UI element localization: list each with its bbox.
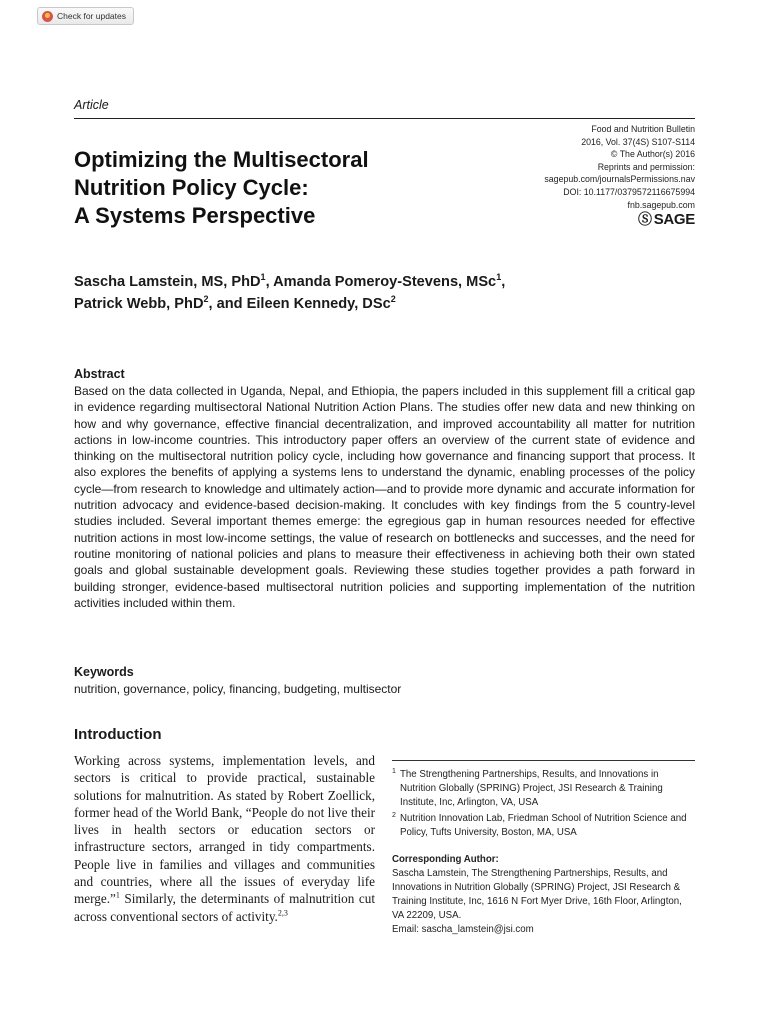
author-name: Patrick Webb, PhD: [74, 296, 204, 312]
author-line: [74, 271, 714, 293]
paper-title: [74, 146, 474, 230]
introduction-text: Working across systems, implementation levels, and sectors is critical to provide practical, sustainable solutions for malnutrition. As stated by Robert Zoellick, former head of the World Bank, “People do not live their lives in health sectors or education sectors or infrastructure sectors, arranged in tidy compartments. People live in families and villages and communities and countries, where all the issues of everyday life merge.”: [74, 753, 375, 907]
author-affiliation-ref: 2: [203, 294, 209, 305]
author-separator: ,: [265, 274, 274, 290]
introduction-text: Similarly, the determinants of malnutrition cut across conventional sectors of activity.: [74, 891, 375, 924]
author-name: Sascha Lamstein, MS, PhD: [74, 274, 261, 290]
author-name: Eileen Kennedy, DSc: [246, 296, 391, 312]
title-line: A Systems Perspective: [74, 203, 316, 228]
affiliation-item: [392, 812, 696, 840]
header-divider: [74, 118, 695, 119]
author-affiliation-ref: 1: [496, 272, 502, 283]
title-line: Optimizing the Multisectoral: [74, 147, 369, 172]
author-list: [74, 271, 714, 315]
author-separator: ,: [501, 274, 506, 290]
publisher-name: SAGE: [653, 210, 695, 228]
author-affiliation-ref: 2: [390, 294, 396, 305]
introduction-paragraph: [74, 752, 375, 925]
copyright-line: © The Author(s) 2016: [610, 149, 695, 160]
corresponding-author-email[interactable]: Email: sascha_lamstein@jsi.com: [392, 924, 534, 935]
affiliation-item: [392, 768, 696, 810]
author-name: Amanda Pomeroy-Stevens, MSc: [273, 274, 497, 290]
abstract-heading: Abstract: [74, 367, 125, 381]
crossmark-icon: [42, 11, 53, 22]
corresponding-author-address: Sascha Lamstein, The Strengthening Partnerships, Results, and Innovations in Nutrition Globally (SPRING) Project, JSI Research & Training Institute, Inc, 1616 N Fort Myer Drive, 16th Floor, Arlington, VA 22209, USA.: [392, 868, 682, 921]
doi-link[interactable]: DOI: 10.1177/0379572116675994: [563, 186, 695, 197]
permissions-link[interactable]: sagepub.com/journalsPermissions.nav: [544, 174, 695, 185]
citation-ref[interactable]: 2,3: [277, 908, 288, 918]
sage-logo: [638, 209, 695, 229]
journal-name: Food and Nutrition Bulletin: [591, 124, 695, 134]
keywords-heading: Keywords: [74, 665, 134, 679]
abstract-text: Based on the data collected in Uganda, Nepal, and Ethiopia, the papers included in this supplement fill a critical gap in evidence regarding multisectoral National Nutrition Action Plans. The studies offer new data and new thinking on how and why governance, effective financial decentralization, and improved accountability all matter for nutrition actions in low-income countries. This introductory paper offers an overview of the current state of evidence and thinking on the multisectoral nutrition policy cycle, including how governance and financing support that process. It also explores the benefits of applying a systems lens to understand the dynamic, enabling processes of the policy cycle—from research to knowledge and ultimately action—and to provide more dynamic and accurate information for nutrition advocacy and evidence-based decision-making. It concludes with key findings from the 5 country-level studies included. Several important themes emerge: the egregious gap in human resources needed for effective nutrition actions in most low-income settings, the value of research on bottlenecks and successes, and the need for routine monitoring of national policies and plans to measure their effectiveness in achieving both their own stated goals and global sustainable development goals. Reviewing these studies together provides a path forward in building stronger, evidence-based multisectoral nutrition policies and supporting implementation of the nutrition activities included within them.: [74, 384, 695, 610]
affiliation-number: 2: [392, 812, 396, 819]
introduction-heading: Introduction: [74, 726, 162, 743]
affiliations: [392, 768, 696, 842]
journal-info: [544, 123, 695, 211]
affiliation-number: 1: [392, 768, 396, 775]
affiliation-text: Nutrition Innovation Lab, Friedman School of Nutrition Science and Policy, Tufts University, Boston, MA, USA: [400, 813, 687, 838]
citation-ref[interactable]: 1: [115, 890, 120, 900]
check-for-updates-button[interactable]: [37, 7, 134, 25]
author-line: [74, 293, 714, 315]
sage-s-icon: Ⓢ: [637, 211, 652, 227]
keywords-text: nutrition, governance, policy, financing, budgeting, multisector: [74, 682, 402, 696]
corresponding-author-heading: Corresponding Author:: [392, 854, 499, 865]
author-affiliation-ref: 1: [260, 272, 266, 283]
journal-url-link[interactable]: fnb.sagepub.com: [627, 199, 695, 210]
title-line: Nutrition Policy Cycle:: [74, 175, 309, 200]
corresponding-author: [392, 853, 696, 937]
journal-volume: 2016, Vol. 37(4S) S107-S114: [581, 136, 695, 147]
footnote-divider: [392, 760, 695, 761]
article-type-label: Article: [74, 98, 109, 112]
affiliation-text: The Strengthening Partnerships, Results, and Innovations in Nutrition Globally (SPRING) Project, JSI Research & Training Institute, Inc, Arlington, VA, USA: [400, 769, 663, 808]
author-separator: , and: [208, 296, 247, 312]
check-for-updates-label: Check for updates: [57, 11, 126, 21]
reprints-line: Reprints and permission:: [597, 161, 695, 172]
